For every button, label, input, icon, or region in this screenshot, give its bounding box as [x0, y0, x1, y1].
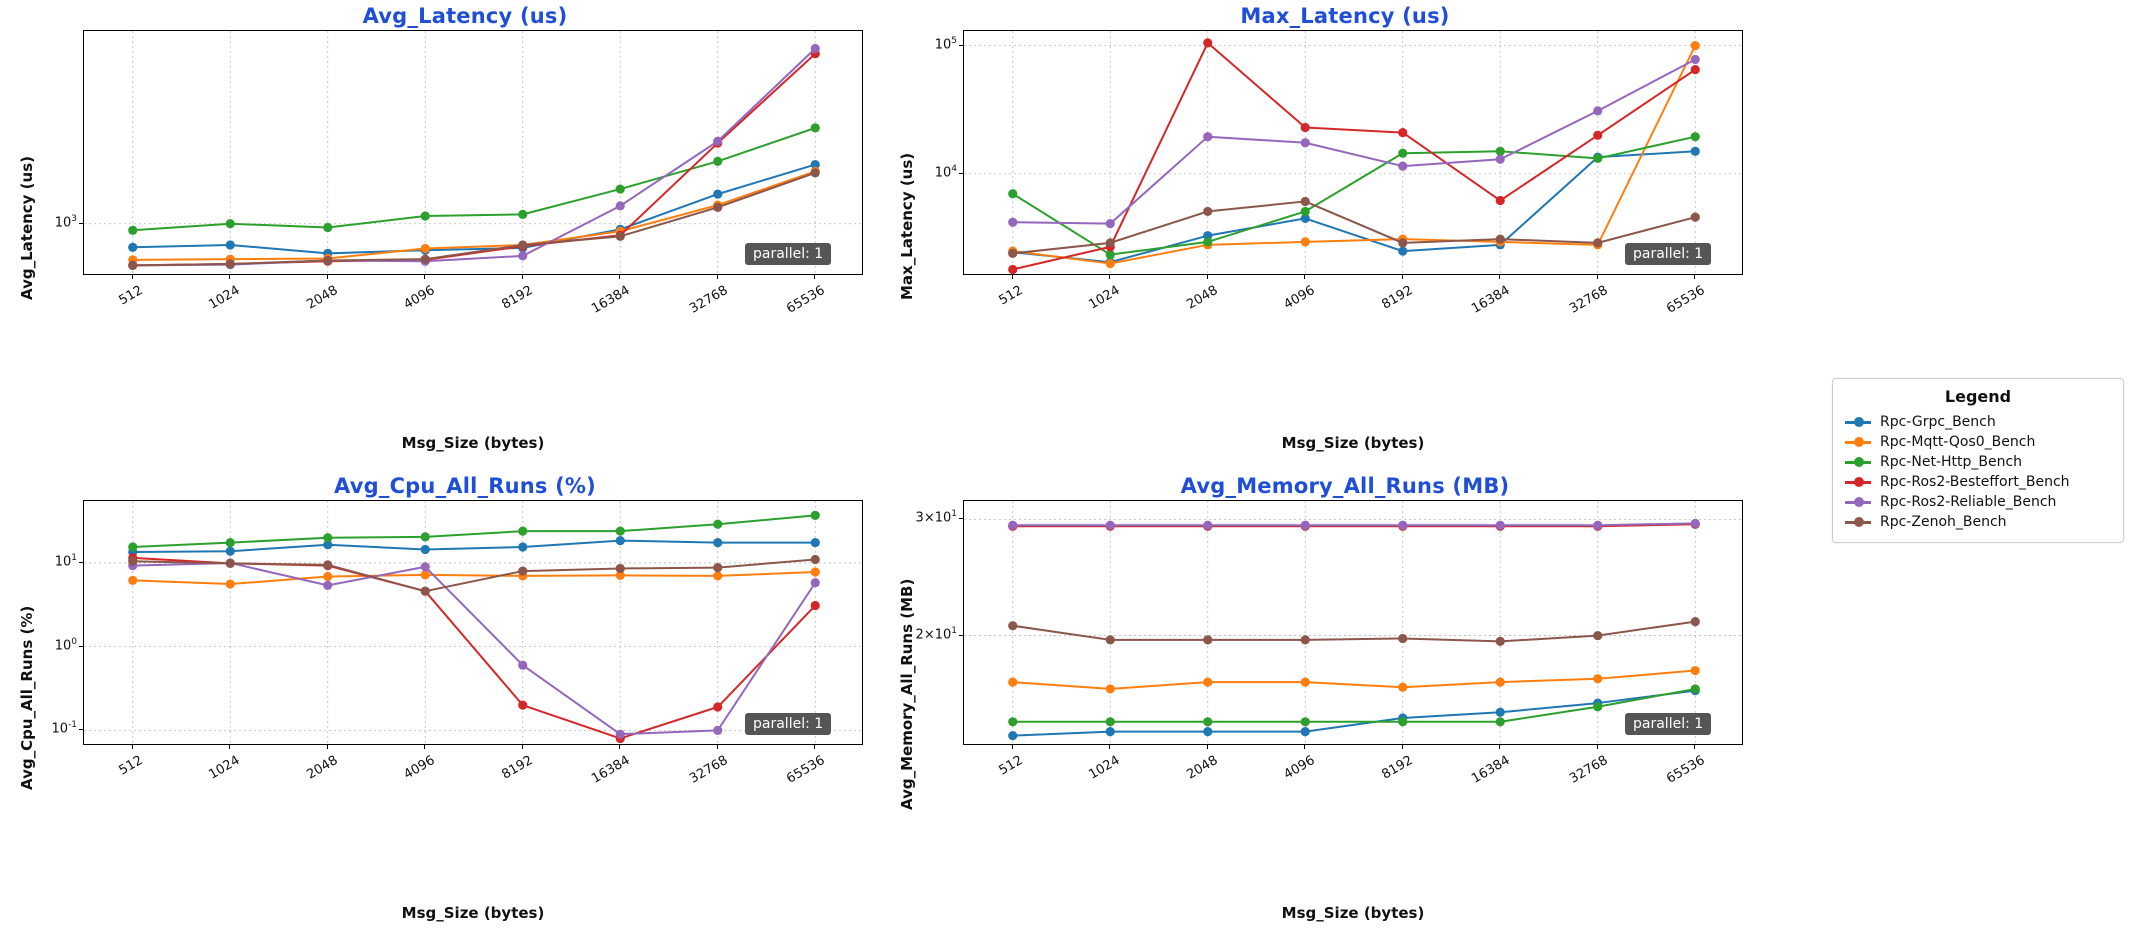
x-tick-mark [717, 745, 718, 749]
x-tick-label: 1024 [1086, 283, 1123, 313]
x-tick-label: 8192 [1379, 283, 1416, 313]
legend-marker-icon [1854, 457, 1864, 467]
legend-marker-icon [1854, 497, 1864, 507]
y-tick-mark [79, 223, 83, 224]
parallel-badge: parallel: 1 [745, 243, 831, 265]
plot-area [963, 500, 1743, 745]
x-tick-label: 65536 [784, 753, 828, 787]
legend-item-label: Rpc-Zenoh_Bench [1880, 514, 2007, 530]
x-tick-label: 8192 [499, 753, 536, 783]
legend-item-label: Rpc-Grpc_Bench [1880, 414, 1996, 430]
y-tick-mark [79, 562, 83, 563]
x-tick-mark [1694, 275, 1695, 279]
legend-line-swatch [1845, 501, 1871, 504]
x-tick-label: 512 [996, 283, 1026, 309]
x-tick-label: 4096 [1281, 283, 1318, 313]
legend-line-swatch [1845, 521, 1871, 524]
x-tick-label: 512 [116, 753, 146, 779]
x-tick-label: 16384 [1469, 753, 1513, 787]
legend-item-label: Rpc-Net-Http_Bench [1880, 454, 2023, 470]
x-tick-label: 2048 [304, 753, 341, 783]
x-tick-mark [814, 275, 815, 279]
parallel-badge: parallel: 1 [1625, 243, 1711, 265]
x-axis-label: Msg_Size (bytes) [401, 434, 545, 452]
x-tick-label: 1024 [206, 283, 243, 313]
x-axis-label: Msg_Size (bytes) [1281, 434, 1425, 452]
x-tick-label: 4096 [1281, 753, 1318, 783]
legend-item[interactable] [1833, 452, 2123, 472]
legend [1832, 378, 2124, 543]
x-tick-label: 8192 [499, 283, 536, 313]
legend-item[interactable] [1833, 412, 2123, 432]
y-tick-label: $10^0$ [54, 636, 77, 653]
x-tick-mark [1694, 745, 1695, 749]
legend-item[interactable] [1833, 432, 2123, 452]
x-tick-mark [1109, 275, 1110, 279]
plot-area [963, 30, 1743, 275]
x-tick-mark [424, 275, 425, 279]
x-tick-mark [1499, 275, 1500, 279]
legend-item-label: Rpc-Ros2-Reliable_Bench [1880, 494, 2057, 510]
x-tick-label: 32768 [1566, 753, 1611, 787]
legend-item[interactable] [1833, 512, 2123, 532]
x-tick-label: 8192 [1379, 753, 1416, 783]
legend-marker-icon [1854, 437, 1864, 447]
x-tick-label: 2048 [304, 283, 341, 313]
x-tick-mark [814, 745, 815, 749]
panel-title: Avg_Memory_All_Runs (MB) [1180, 474, 1510, 498]
plot-canvas [84, 31, 864, 276]
legend-item[interactable] [1833, 492, 2123, 512]
x-tick-mark [619, 745, 620, 749]
legend-line-swatch [1845, 461, 1871, 464]
x-tick-label: 2048 [1184, 283, 1221, 313]
x-tick-label: 4096 [401, 753, 438, 783]
x-axis-label: Msg_Size (bytes) [401, 904, 545, 922]
legend-marker-icon [1854, 517, 1864, 527]
y-axis-label: Avg_Cpu_All_Runs (%) [18, 605, 36, 790]
x-tick-label: 2048 [1184, 753, 1221, 783]
x-tick-label: 16384 [589, 753, 633, 787]
x-tick-mark [522, 275, 523, 279]
legend-item-label: Rpc-Mqtt-Qos0_Bench [1880, 434, 2036, 450]
x-tick-mark [132, 275, 133, 279]
y-tick-mark [959, 635, 963, 636]
x-tick-label: 32768 [1566, 283, 1611, 317]
series-Rpc-Mqtt-Qos0_Bench [1008, 666, 1700, 694]
legend-line-swatch [1845, 441, 1871, 444]
x-tick-mark [327, 275, 328, 279]
x-tick-label: 16384 [1469, 283, 1513, 317]
y-tick-label: $10^{-1}$ [51, 720, 77, 737]
y-tick-mark [959, 173, 963, 174]
x-tick-mark [424, 745, 425, 749]
legend-item-label: Rpc-Ros2-Besteffort_Bench [1880, 474, 2070, 490]
legend-items [1833, 412, 2123, 532]
x-tick-mark [1597, 745, 1598, 749]
plot-canvas [964, 31, 1744, 276]
panel-title: Max_Latency (us) [1240, 4, 1450, 28]
x-tick-mark [1304, 275, 1305, 279]
x-tick-label: 65536 [784, 283, 828, 317]
panel-avg-memory [880, 470, 1760, 936]
x-tick-mark [229, 745, 230, 749]
y-tick-label: $3\times 10^1$ [915, 509, 957, 526]
plot-area [83, 500, 863, 745]
x-tick-mark [1597, 275, 1598, 279]
plot-area [83, 30, 863, 275]
legend-line-swatch [1845, 421, 1871, 424]
x-tick-label: 4096 [401, 283, 438, 313]
x-tick-label: 65536 [1664, 753, 1708, 787]
y-axis-label: Avg_Latency (us) [18, 155, 36, 300]
x-tick-mark [619, 275, 620, 279]
legend-title: Legend [1944, 387, 2012, 406]
series-Rpc-Zenoh_Bench [128, 168, 820, 270]
plot-canvas [964, 501, 1744, 746]
legend-marker-icon [1854, 417, 1864, 427]
y-tick-label: $10^3$ [54, 213, 77, 231]
x-tick-label: 16384 [589, 283, 633, 317]
series-Rpc-Zenoh_Bench [1008, 617, 1700, 646]
panel-title: Avg_Cpu_All_Runs (%) [334, 474, 596, 498]
series-Rpc-Ros2-Reliable_Bench [1008, 55, 1700, 228]
x-tick-mark [1207, 275, 1208, 279]
y-tick-mark [959, 45, 963, 46]
x-tick-mark [1499, 745, 1500, 749]
series-Rpc-Grpc_Bench [1008, 686, 1700, 740]
x-tick-mark [1304, 745, 1305, 749]
x-tick-label: 512 [996, 753, 1026, 779]
x-tick-mark [522, 745, 523, 749]
parallel-badge: parallel: 1 [1625, 713, 1711, 735]
y-tick-label: $10^4$ [934, 163, 957, 181]
x-tick-label: 32768 [686, 283, 731, 317]
x-tick-mark [1109, 745, 1110, 749]
x-tick-label: 1024 [1086, 753, 1123, 783]
legend-line-swatch [1845, 481, 1871, 484]
x-tick-mark [1012, 745, 1013, 749]
y-axis-label: Max_Latency (us) [898, 152, 916, 300]
plot-canvas [84, 501, 864, 746]
x-tick-mark [1012, 275, 1013, 279]
y-tick-label: $10^5$ [934, 35, 957, 52]
y-tick-mark [959, 518, 963, 519]
x-tick-mark [1402, 745, 1403, 749]
x-tick-mark [132, 745, 133, 749]
panel-max-latency [880, 0, 1760, 470]
x-tick-mark [229, 275, 230, 279]
x-tick-label: 32768 [686, 753, 731, 787]
y-tick-mark [79, 729, 83, 730]
x-tick-label: 65536 [1664, 283, 1708, 317]
x-tick-label: 512 [116, 283, 146, 309]
y-tick-mark [79, 646, 83, 647]
panel-title: Avg_Latency (us) [362, 4, 568, 28]
series-Rpc-Ros2-Reliable_Bench [128, 44, 820, 270]
y-tick-label: $10^1$ [54, 552, 77, 570]
y-tick-label: $2\times 10^1$ [915, 625, 957, 642]
y-axis-label: Avg_Memory_All_Runs (MB) [898, 578, 916, 810]
legend-item[interactable] [1833, 472, 2123, 492]
panel-avg-cpu [0, 470, 880, 936]
x-tick-mark [1207, 745, 1208, 749]
panel-avg-latency [0, 0, 880, 470]
legend-marker-icon [1854, 477, 1864, 487]
x-tick-mark [717, 275, 718, 279]
x-axis-label: Msg_Size (bytes) [1281, 904, 1425, 922]
series-Rpc-Ros2-Reliable_Bench [1008, 519, 1700, 530]
x-tick-mark [327, 745, 328, 749]
x-tick-label: 1024 [206, 753, 243, 783]
x-tick-mark [1402, 275, 1403, 279]
parallel-badge: parallel: 1 [745, 713, 831, 735]
